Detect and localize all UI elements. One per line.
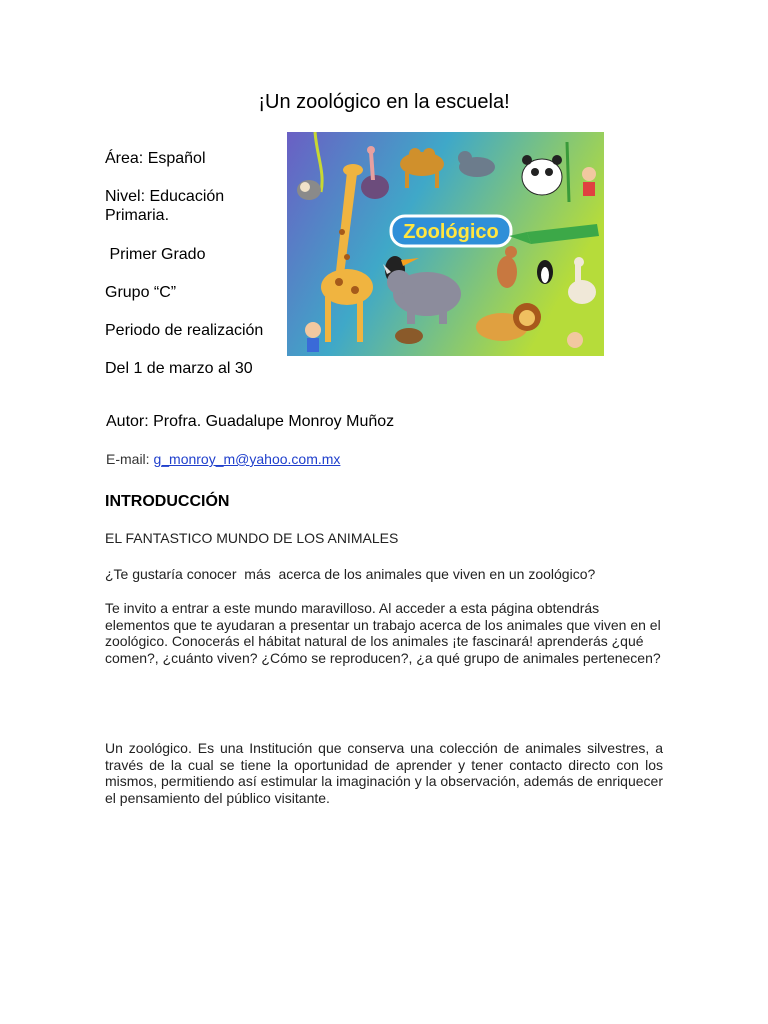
intro-heading: INTRODUCCIÓN (105, 493, 230, 510)
intro-subtitle: EL FANTASTICO MUNDO DE LOS ANIMALES (105, 530, 399, 546)
page-title: ¡Un zoológico en la escuela! (258, 91, 510, 113)
intro-paragraph-1: Te invito a entrar a este mundo maravilloso. Al acceder a esta página obtendrás elementos que te ayudaran a presentar un trabajo acerca de los animales que viven en el zoológico. Conocerás el hábitat natural de los animales ¡te fascinará! aprenderás ¿qué comen?, ¿cuánto viven? ¿Cómo se reproducen?, ¿a qué grupo de animales pertenecen? (105, 600, 661, 666)
zoo-logo-text: Zoológico (403, 221, 499, 243)
monkey-figure (297, 180, 321, 200)
info-periodo: Periodo de realización (105, 322, 264, 339)
email-label: E-mail: (106, 451, 154, 467)
info-grado: Primer Grado (105, 246, 206, 263)
info-grupo: Grupo “C” (105, 284, 177, 301)
info-block (105, 0, 285, 400)
email-link[interactable]: g_monroy_m@yahoo.com.mx (153, 451, 341, 467)
panda-figure (522, 155, 562, 195)
intro-question: ¿Te gustaría conocer más acerca de los animales que viven en un zoológico? (105, 566, 596, 582)
intro-paragraph-2: Un zoológico. Es una Institución que conserva una colección de animales silvestres, a través de la cual se tiene la oportunidad de aprender y tener contacto directo con los mismos, permitiendo así estimular la imaginación y la observación, además de enriquecer el pensamiento del público visitante. (105, 740, 663, 806)
info-nivel: Nivel: Educación Primaria. (105, 188, 225, 224)
info-fechas: Del 1 de marzo al 30 (105, 360, 253, 377)
zoo-illustration (287, 132, 604, 356)
email-line (106, 451, 340, 468)
penguin-figure (537, 260, 553, 284)
baby-figure (567, 332, 583, 348)
info-area: Área: Español (105, 150, 206, 167)
author-line: Autor: Profra. Guadalupe Monroy Muñoz (106, 413, 395, 430)
tortoise-figure (395, 328, 423, 344)
zoo-logo (391, 216, 511, 246)
